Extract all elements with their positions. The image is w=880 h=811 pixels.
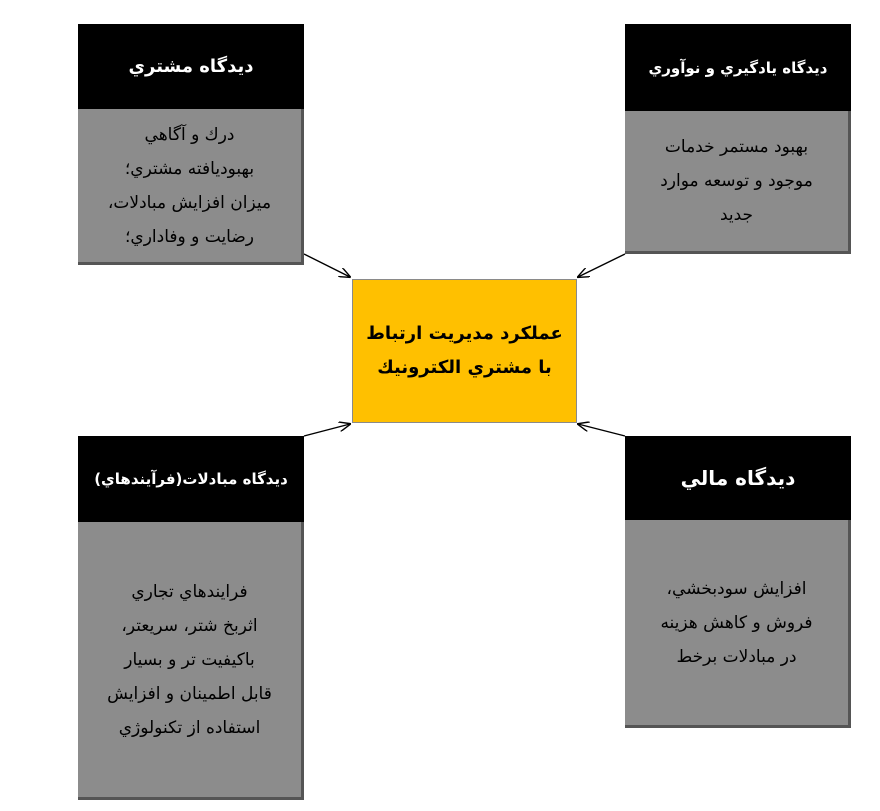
process-perspective-title: ديدگاه مبادلات(فرآيندهاي) — [78, 436, 304, 522]
customer-perspective-body: درك و آگاهي بهبوديافته مشتري؛ ميزان افزايش مبادلات، رضايت و وفاداري؛ — [78, 109, 304, 265]
learning-perspective-title: ديدگاه يادگيري و نوآوري — [625, 24, 851, 111]
customer-perspective-title: ديدگاه مشتري — [78, 24, 304, 109]
financial-perspective-title: ديدگاه مالي — [625, 436, 851, 520]
center-node: عملكرد مديريت ارتباط با مشتري الكترونيك — [352, 279, 577, 423]
process-perspective-body: فرايندهاي تجاري اثربخ شتر، سريعتر، باكيفيت تر و بسيار قابل اطمينان و افزايش استفاده از تكنولوژي — [78, 522, 304, 800]
financial-perspective-body: افزايش سودبخشي، فروش و كاهش هزينه در مبادلات برخط — [625, 520, 851, 728]
learning-perspective-body: بهبود مستمر خدمات موجود و توسعه موارد جديد — [625, 111, 851, 254]
arrow-financial-to-center — [578, 424, 625, 436]
arrow-process-to-center — [304, 424, 350, 436]
arrow-customer-to-center — [304, 254, 350, 277]
arrow-learning-to-center — [578, 254, 625, 277]
